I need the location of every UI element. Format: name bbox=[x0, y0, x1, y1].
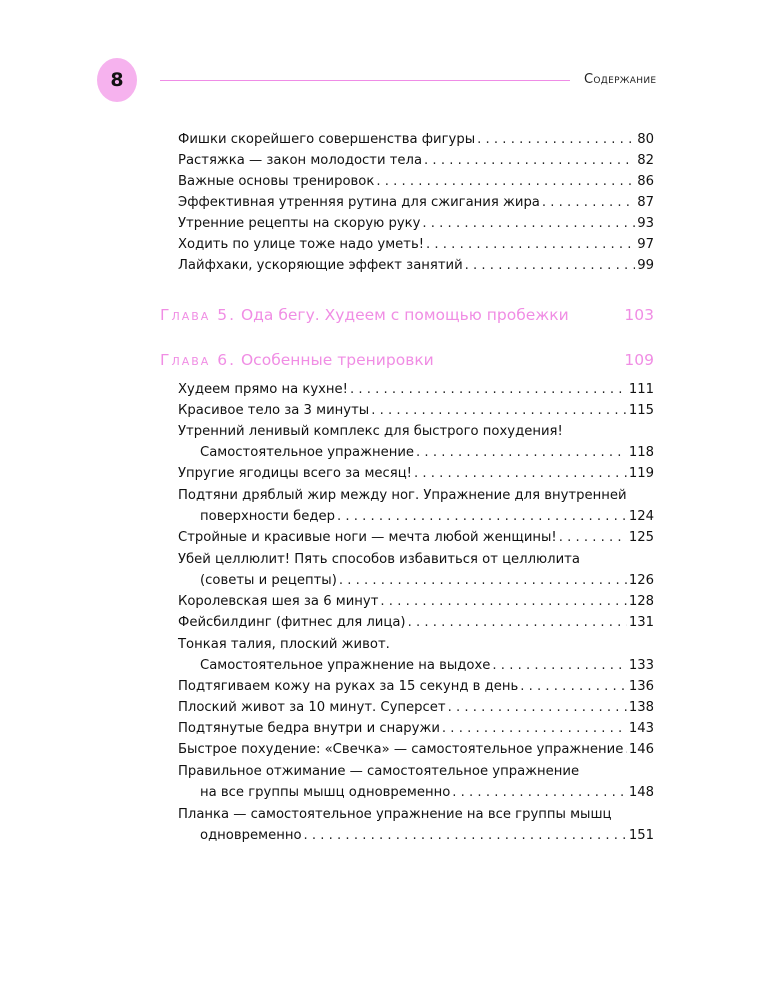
toc-entry-title: Быстрое похудение: «Свечка» — самостоятельное упражнение bbox=[178, 742, 624, 757]
toc-entry-page: 97 bbox=[637, 237, 654, 252]
toc-entry-page: 148 bbox=[628, 785, 654, 800]
toc-entry[interactable] bbox=[200, 509, 654, 530]
toc-entry-page: 82 bbox=[637, 153, 654, 168]
toc-entry-title: Лайфхаки, ускоряющие эффект занятий bbox=[178, 258, 463, 273]
toc-entry-first-line: Убей целлюлит! Пять способов избавиться от целлюлита bbox=[178, 552, 580, 567]
toc-entry-page: 138 bbox=[628, 700, 654, 715]
toc-entry-title: Самостоятельное упражнение на выдохе bbox=[200, 658, 491, 673]
chapter-page: 103 bbox=[624, 306, 654, 324]
toc-entry-first-line: Правильное отжимание — самостоятельное упражнение bbox=[178, 764, 580, 779]
toc-entry[interactable] bbox=[178, 216, 654, 237]
toc-entry-title: Королевская шея за 6 минут bbox=[178, 594, 379, 609]
toc-entry-title: (советы и рецепты) bbox=[200, 573, 337, 588]
toc-entry[interactable] bbox=[178, 195, 654, 216]
chapter-title: Особенные тренировки bbox=[240, 351, 434, 369]
chapter-label: Глава 5. bbox=[160, 306, 237, 324]
toc-entry-page: 126 bbox=[628, 573, 654, 588]
chapter-heading[interactable] bbox=[160, 351, 654, 369]
toc-entry[interactable] bbox=[200, 785, 654, 806]
toc-entry-page: 136 bbox=[628, 679, 654, 694]
chapter-label: Глава 6. bbox=[160, 351, 237, 369]
toc-entry-page: 115 bbox=[628, 403, 654, 418]
toc-entry-page: 143 bbox=[628, 721, 654, 736]
toc-entry-title: поверхности бедер bbox=[200, 509, 335, 524]
toc-entry-title: Важные основы тренировок bbox=[178, 174, 375, 189]
toc-entry-page: 124 bbox=[628, 509, 654, 524]
toc-entry-page: 146 bbox=[628, 742, 654, 757]
toc-entry-title: Самостоятельное упражнение bbox=[200, 445, 415, 460]
toc-entry[interactable] bbox=[178, 742, 654, 763]
toc-entry[interactable] bbox=[178, 403, 654, 424]
toc-entry-page: 86 bbox=[637, 174, 654, 189]
toc-entry-title: Фейсбилдинг (фитнес для лица) bbox=[178, 615, 406, 630]
toc-entry-page: 125 bbox=[628, 530, 654, 545]
toc-entry-first-line: Утренний ленивый комплекс для быстрого похудения! bbox=[178, 424, 563, 439]
toc-entry-title: Эффективная утренняя рутина для сжигания жира bbox=[178, 195, 540, 210]
toc-entry-title: Фишки скорейшего совершенства фигуры bbox=[178, 132, 476, 147]
toc-entry[interactable] bbox=[178, 721, 654, 742]
section-title: Содержание bbox=[584, 72, 657, 87]
toc-entry-title: Подтягиваем кожу на руках за 15 секунд в день bbox=[178, 679, 519, 694]
toc-entry-page: 128 bbox=[628, 594, 654, 609]
toc-entry-title: Стройные и красивые ноги — мечта любой женщины! bbox=[178, 530, 557, 545]
toc-entry[interactable] bbox=[178, 382, 654, 403]
toc-entry-first-line: Планка — самостоятельное упражнение на все группы мышц bbox=[178, 807, 612, 822]
toc-entry[interactable] bbox=[200, 445, 654, 466]
toc-entry[interactable] bbox=[178, 258, 654, 279]
toc-entry-first-line: Подтяни дряблый жир между ног. Упражнение для внутренней bbox=[178, 488, 627, 503]
toc-entry-first-line: Тонкая талия, плоский живот. bbox=[178, 637, 390, 652]
chapter-title: Ода бегу. Худеем с помощью пробежки bbox=[240, 306, 569, 324]
toc-entry[interactable] bbox=[178, 700, 654, 721]
toc-entry-title: Утренние рецепты на скорую руку bbox=[178, 216, 421, 231]
toc-entry-page: 131 bbox=[628, 615, 654, 630]
header-rule bbox=[160, 80, 570, 81]
chapter-page: 109 bbox=[624, 351, 654, 369]
toc-entry[interactable] bbox=[200, 573, 654, 594]
toc-entry-page: 119 bbox=[628, 466, 654, 481]
toc-entry-title: Растяжка — закон молодости тела bbox=[178, 153, 423, 168]
toc-entry[interactable] bbox=[178, 530, 654, 551]
toc-entry-title: Худеем прямо на кухне! bbox=[178, 382, 348, 397]
toc-entry-title: на все группы мышц одновременно bbox=[200, 785, 451, 800]
toc-entry[interactable] bbox=[178, 615, 654, 636]
toc-entry-page: 151 bbox=[628, 828, 654, 843]
toc-entry-page: 118 bbox=[628, 445, 654, 460]
toc-entry[interactable] bbox=[178, 466, 654, 487]
toc-entry-page: 93 bbox=[637, 216, 654, 231]
toc-entry-page: 80 bbox=[637, 132, 654, 147]
toc-entry[interactable] bbox=[178, 132, 654, 153]
toc-entry[interactable] bbox=[178, 594, 654, 615]
toc-entry-title: Ходить по улице тоже надо уметь! bbox=[178, 237, 425, 252]
toc-entry[interactable] bbox=[178, 153, 654, 174]
toc-entry-title: одновременно bbox=[200, 828, 302, 843]
toc-entry[interactable] bbox=[178, 679, 654, 700]
toc-entry-page: 133 bbox=[628, 658, 654, 673]
toc-entry-title: Упругие ягодицы всего за месяц! bbox=[178, 466, 412, 481]
toc-entry[interactable] bbox=[200, 828, 654, 849]
toc-entry-title: Красивое тело за 3 минуты bbox=[178, 403, 370, 418]
chapter-heading[interactable] bbox=[160, 306, 654, 324]
toc-entry[interactable] bbox=[178, 237, 654, 258]
toc-entry-title: Плоский живот за 10 минут. Суперсет bbox=[178, 700, 446, 715]
toc-entry[interactable] bbox=[178, 174, 654, 195]
toc-entry[interactable] bbox=[200, 658, 654, 679]
toc-entry-title: Подтянутые бедра внутри и снаружи bbox=[178, 721, 440, 736]
page-number-badge: 8 bbox=[97, 58, 137, 102]
toc-entry-page: 87 bbox=[637, 195, 654, 210]
toc-entry-page: 111 bbox=[628, 382, 654, 397]
toc-entry-page: 99 bbox=[637, 258, 654, 273]
